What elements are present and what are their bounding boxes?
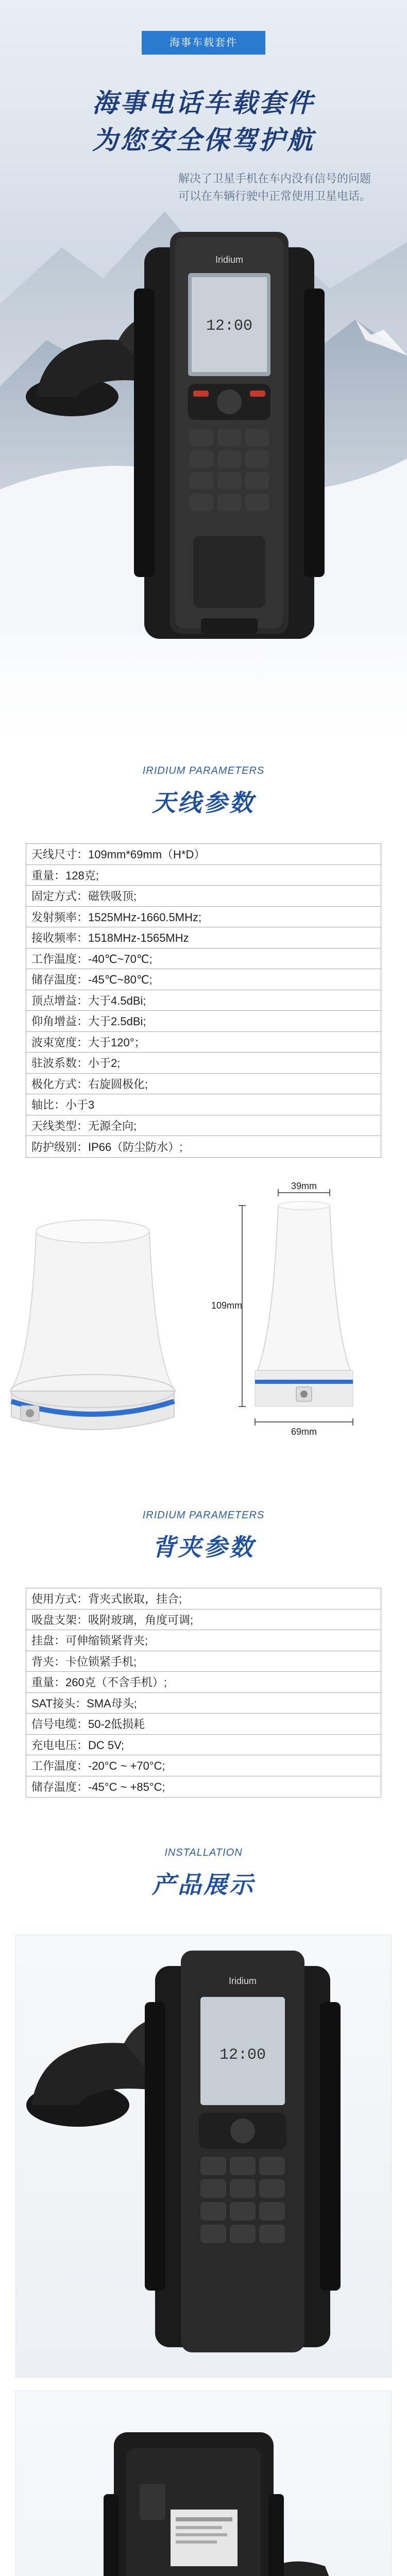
dim-top-width: 39mm — [291, 1181, 317, 1191]
phone-screen-time: 12:00 — [206, 317, 253, 335]
antenna-dimension-drawing — [0, 1175, 407, 1463]
table-row: 信号电缆：50-2低损耗 — [26, 1714, 381, 1735]
table-row: 天线尺寸：109mm*69mm（H*D） — [26, 844, 381, 865]
product-photo-clip-back — [15, 2391, 392, 2576]
install-section-header — [0, 1847, 407, 1900]
table-row: SAT接头：SMA母头; — [26, 1693, 381, 1714]
phone-brand-text: Iridium — [228, 1976, 257, 1986]
phone-screen-time: 12:00 — [219, 2046, 266, 2064]
table-row: 固定方式：磁铁吸顶; — [26, 886, 381, 907]
hero-banner — [0, 0, 407, 742]
table-row: 极化方式：右旋圆极化; — [26, 1074, 381, 1095]
clip-section-header — [0, 1510, 407, 1563]
antenna-spec-table — [26, 843, 381, 1158]
table-row: 工作温度：-20°C ~ +70°C; — [26, 1755, 381, 1776]
table-row: 充电电压：DC 5V; — [26, 1735, 381, 1756]
hero-tag: 海事车载套件 — [142, 31, 265, 55]
table-row: 天线类型：无源全向; — [26, 1115, 381, 1137]
hero-title-line1: 海事电话车载套件 — [92, 89, 315, 117]
table-row: 发射频率：1525MHz-1660.5MHz; — [26, 907, 381, 928]
table-row: 挂盘：可伸缩锁紧背夹; — [26, 1630, 381, 1651]
table-row: 使用方式：背夹式嵌取，挂合; — [26, 1588, 381, 1609]
dim-height: 109mm — [211, 1300, 243, 1311]
table-row: 接收频率：1518MHz-1565MHz — [26, 927, 381, 948]
install-section-subtitle: INSTALLATION — [164, 1847, 243, 1858]
clip-spec-table — [26, 1588, 381, 1798]
antenna-section-title: 天线参数 — [152, 789, 255, 816]
clip-section-title: 背夹参数 — [152, 1534, 255, 1561]
antenna-blueprint — [211, 1181, 353, 1437]
table-row: 重量：128克; — [26, 865, 381, 886]
antenna-section-subtitle: IRIDIUM PARAMETERS — [142, 765, 265, 776]
car-mount-with-phone-image — [15, 227, 376, 690]
table-row: 背夹：卡位锁紧手机; — [26, 1651, 381, 1672]
table-row: 轴比：小于3 — [26, 1094, 381, 1115]
table-row: 顶点增益：大于4.5dBi; — [26, 990, 381, 1011]
table-row: 储存温度：-45℃~80℃; — [26, 969, 381, 990]
phone-brand-text: Iridium — [215, 255, 244, 265]
table-row: 吸盘支架：吸附玻璃，角度可调; — [26, 1609, 381, 1631]
table-row: 仰角增益：大于2.5dBi; — [26, 1011, 381, 1032]
hero-desc-line1: 解决了卫星手机在车内没有信号的问题 — [178, 172, 371, 185]
install-section-title: 产品展示 — [152, 1871, 255, 1898]
dim-bottom-width: 69mm — [291, 1427, 317, 1437]
product-photo-front — [15, 1935, 392, 2378]
table-row: 重量：260克（不含手机）; — [26, 1672, 381, 1693]
clip-section-subtitle: IRIDIUM PARAMETERS — [142, 1510, 265, 1521]
table-row: 驻波系数：小于2; — [26, 1053, 381, 1074]
table-row: 防护级别：IP66（防尘防水）; — [31, 1140, 183, 1154]
antenna-render — [10, 1220, 175, 1430]
table-row: 储存温度：-45°C ~ +85°C; — [31, 1781, 165, 1794]
table-row: 工作温度：-40℃~70℃; — [26, 948, 381, 970]
hero-desc-line2: 可以在车辆行驶中正常使用卫星电话。 — [178, 190, 371, 202]
antenna-section-header — [0, 765, 407, 818]
table-row: 波束宽度：大于120°； — [26, 1032, 381, 1053]
hero-title-line2: 为您安全保驾护航 — [92, 126, 315, 155]
